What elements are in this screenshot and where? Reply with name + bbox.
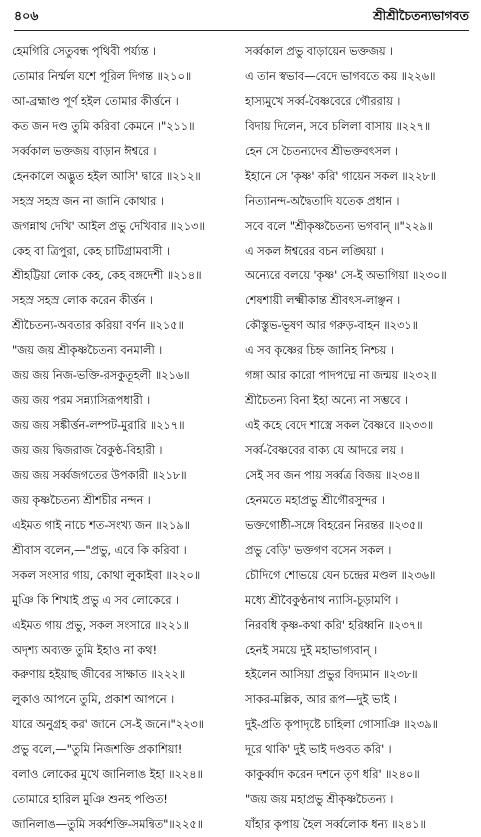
verse-line: সহস্র সহস্র জন না জানি কোথার । xyxy=(12,193,164,208)
verse-line: শ্রীহট্টিয়া লোক কেহ, কেহ বঙ্গদেশী ॥২১৪॥ xyxy=(12,268,202,283)
verse-line: হেনই সময়ে দুই মহাভাগ্যবান্ । xyxy=(245,642,378,657)
verse-line: দূরে থাকি' দুই ভাই দণ্ডবত করি' । xyxy=(245,742,392,757)
verse-line: শ্রীবাস বলেন,—"প্রভু, এবে কি করিবা । xyxy=(12,542,187,557)
verse-line: নিরবধি কৃষ্ণ-কথা করি' হরিধ্বনি ॥২৩৭॥ xyxy=(245,617,423,632)
verse-line: জানিলাঙ—তুমি সর্ব্বশক্তি-সমন্বিত"॥২২৫॥ xyxy=(12,817,203,832)
verse-line: সাকর-মল্লিক, আর রূপ—দুই ভাই । xyxy=(245,692,397,707)
verse-line: বিদায় দিলেন, সবে চলিলা বাসায় ॥২২৭॥ xyxy=(245,118,431,133)
verse-line: সবে বলে "শ্রীকৃষ্ণচৈতন্য ভগবান্ ॥"২২৯॥ xyxy=(245,218,433,233)
verse-line: এইমত গায় প্রভু, সকল সংসারে ॥২২১॥ xyxy=(12,617,190,632)
verse-line: দুই-প্রতি কৃপাদৃষ্টে চাহিলা গোসাঞি ॥২৩৯॥ xyxy=(245,717,438,732)
verse-line: শ্রীচৈতন্য-অবতার করিয়া বর্ণন ॥২১৫॥ xyxy=(12,318,184,333)
verse-line: অন্যেরে বলয়ে 'কৃষ্ণ' সে-ই অভাগিয়া ॥২৩০॥ xyxy=(245,268,447,283)
verse-line: সর্ব্ব-বৈষ্ণবের বাক্য যে আদরে লয় । xyxy=(245,443,404,457)
verse-line: জয় জয় সঙ্কীর্ত্তন-লম্পট-মুরারি ॥২১৭॥ xyxy=(12,418,185,433)
verse-line: জয় জয় নিজ-ভক্তি-রসকুতূহলী ॥২১৬॥ xyxy=(12,368,190,383)
verse-line: জগন্নাথ দেখি' আইল প্রভু দেখিবার ॥২১৩॥ xyxy=(12,218,205,233)
verse-line: যাঁহার কৃপায় হৈল সর্ব্বলোক ধন্য ॥২৪১॥ xyxy=(245,817,426,832)
verse-line: মধ্যে শ্রীবৈকুণ্ঠনাথ ন্যাসি-চূড়ামণি । xyxy=(245,592,399,607)
verse-line: জয় জয় দ্বিজরাজ বৈকুণ্ঠ-বিহারী । xyxy=(12,443,163,457)
verse-line: কাকুর্ব্বাদ করেন দশনে তৃণ ধরি' ॥২৪০॥ xyxy=(245,767,420,782)
verse-line: এইমত গাই নাচে শত-সংখ্য জন ॥২১৯॥ xyxy=(12,517,190,532)
verse-line: ভক্তগোষ্ঠী-সঙ্গে বিহরেন নিরন্তর ॥২৩৫॥ xyxy=(245,517,423,532)
verse-line: মুঞি কি শিখাই প্রভু এ সব লোকেরে । xyxy=(12,592,179,607)
verse-line: জয় জয় সর্ব্বজগতের উপকারী ॥২১৮॥ xyxy=(12,467,187,482)
verse-line: "জয় জয় শ্রীকৃষ্ণচৈতন্য বনমালী । xyxy=(12,343,163,358)
verse-line: প্রভু বলে,—"তুমি নিজশক্তি প্রকাশিয়া! xyxy=(12,742,183,757)
verse-line: আ-ব্রহ্মাণ্ড পূর্ণ হইল তোমার কীর্ত্তনে । xyxy=(12,93,179,108)
verse-line: এ সব কৃষ্ণের চিহ্ন জানিহ নিশ্চয় । xyxy=(245,343,394,358)
right-column xyxy=(245,39,473,837)
verse-line: বলাও লোকের মুখে জানিলাঙ ইহা ॥২২৪॥ xyxy=(12,767,203,782)
verse-line: তোমারে হারিল মুঞি শুনহ পণ্ডিত! xyxy=(12,792,168,807)
verse-line: কৌস্তুভ-ভূষণ আর গরুড়-বাহন ॥২৩১॥ xyxy=(245,318,418,333)
running-title: শ্রীশ্রীচৈতন্যভাগবত xyxy=(373,8,469,23)
verse-line: করুণায় হইয়াছ জীবের সাক্ষাত ॥২২২॥ xyxy=(12,667,186,682)
verse-line: সহস্র সহস্র লোক করেন কীর্ত্তন । xyxy=(12,293,153,308)
verse-line: হেনমতে মহাপ্রভু শ্রীগৌরসুন্দর । xyxy=(245,492,385,507)
verse-line: কত জন দণ্ড তুমি করিবা কেমনে ।"২১১॥ xyxy=(12,118,195,133)
left-column xyxy=(12,39,240,837)
text-columns xyxy=(12,39,473,837)
verse-line: যারে অনুগ্রহ কর' জানে সে-ই জনে।"২২৩॥ xyxy=(12,717,205,732)
verse-line: লুকাও আপনে তুমি, প্রকাশ আপনে । xyxy=(12,692,175,707)
verse-line: হেমগিরি সেতুবন্ধ পৃথিবী পর্য্যন্ত । xyxy=(12,44,156,58)
verse-line: এ সকল ঈশ্বরের বচন লঙ্ঘিয়া । xyxy=(245,243,384,258)
page-number: ৪০৬ xyxy=(14,8,39,23)
verse-line: সর্ব্বকাল প্রভু বাড়ায়েন ভক্তজয় । xyxy=(245,44,393,58)
verse-line: সেই সব জন পায় সর্ব্বত্র বিজয় ॥২৩৪॥ xyxy=(245,467,420,482)
verse-line: সর্ব্বকাল ভক্তজয় বাড়ান ঈশ্বরে । xyxy=(12,143,157,158)
verse-line: এ তান স্বভাব—বেদে ভাগবতে কয় ॥২২৬॥ xyxy=(245,68,436,83)
verse-line: চৌদিগে শোভয়ে যেন চন্দ্রের মণ্ডল ॥২৩৬॥ xyxy=(245,567,436,582)
verse-line: অদৃশ্য অব্যক্ত তুমি ইহাও না কথ! xyxy=(12,642,157,657)
verse-line: গঙ্গা আর কারো পাদপদ্মে না জন্ময় ॥২৩২॥ xyxy=(245,368,437,383)
verse-line: নিত্যানন্দ-অদ্বৈতাদি যতেক প্রধান । xyxy=(245,193,400,208)
verse-line: ইহানে সে 'কৃষ্ণ' করি' গায়েন সকল ॥২২৮॥ xyxy=(245,168,436,183)
verse-line: হেনকালে অদ্ভুত হইল আসি' দ্বারে ॥২১২॥ xyxy=(12,168,201,183)
verse-line: প্রভু বেড়ি' ভক্তগণ বসেন সকল । xyxy=(245,542,392,557)
verse-line: তোমার নির্ম্মল যশে পূরিল দিগন্ত ॥২১০॥ xyxy=(12,68,192,83)
verse-line: জয় কৃষ্ণচৈতন্য শ্রীশচীর নন্দন । xyxy=(12,492,151,507)
verse-line: সকল সংসার গায়, কোথা লুকাইবা ॥২২০॥ xyxy=(12,567,201,582)
verse-line: "জয় জয় মহাপ্রভু শ্রীকৃষ্ণচৈতন্য । xyxy=(245,792,394,807)
page-header xyxy=(14,6,469,31)
verse-line: হাস্যমুখে সর্ব্ব-বৈষ্ণবেরে গৌররায় । xyxy=(245,93,401,108)
verse-line: হইলেন আসিয়া প্রভুর বিদ্যমান ॥২৩৮॥ xyxy=(245,667,418,682)
verse-line: কেহ বা ত্রিপুরা, কেহ চাটিগ্রামবাসী । xyxy=(12,243,170,258)
verse-line: শ্রীচৈতন্য বিনা ইহা অন্যে না সম্ভবে । xyxy=(245,393,408,408)
verse-line: জয় জয় পরম সন্ন্যাসিরূপধারী । xyxy=(12,393,151,408)
verse-line: হেন সে চৈতন্যদেব শ্রীভক্তবৎসল । xyxy=(245,143,399,158)
verse-line: শেষশায়ী লক্ষ্মীকান্ত শ্রীবৎস-লাঞ্ছন । xyxy=(245,293,401,308)
verse-line: এই কহে বেদে শাস্ত্রে সকল বৈষ্ণবে ॥২৩৩॥ xyxy=(245,418,434,433)
